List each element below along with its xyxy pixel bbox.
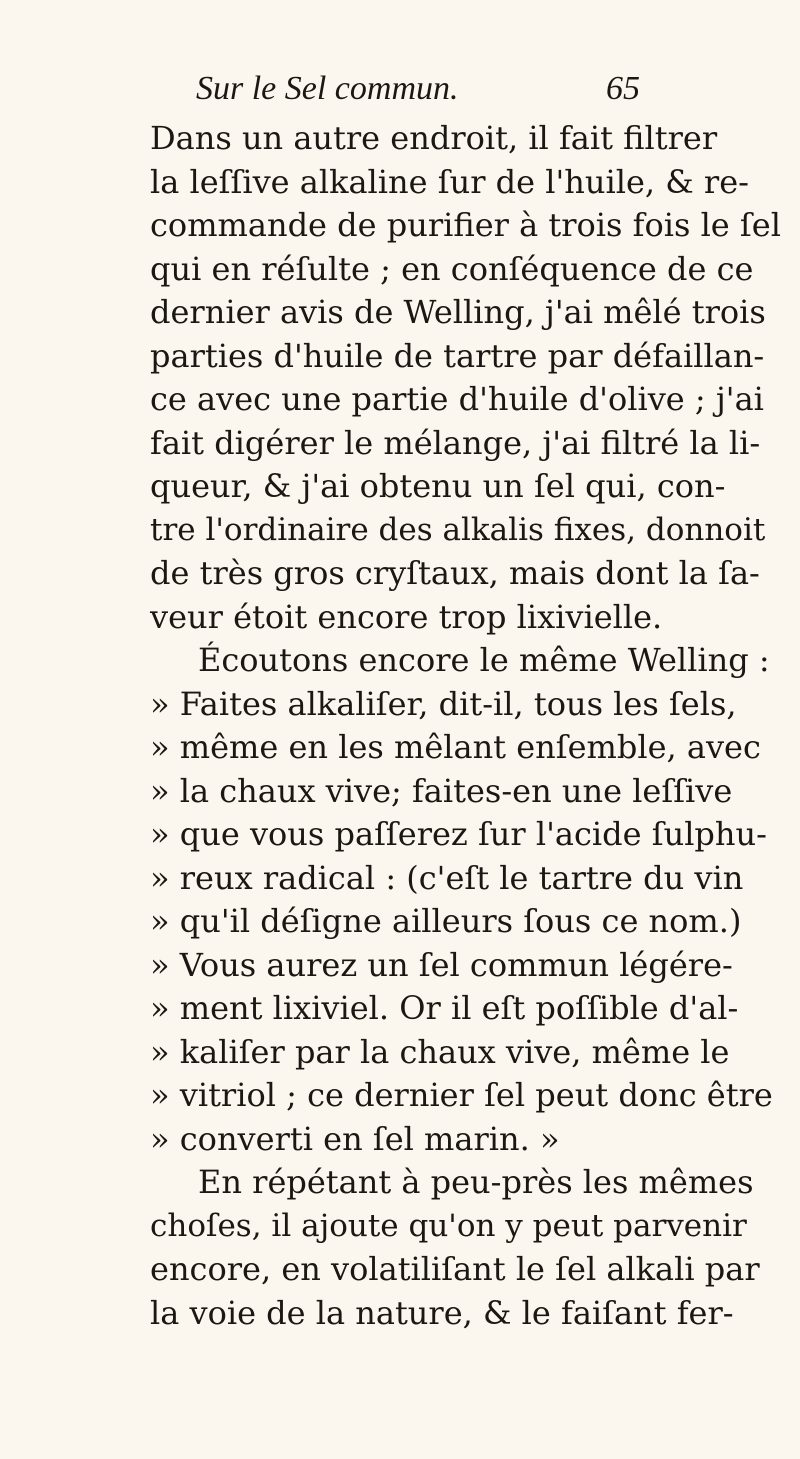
text-line: » la chaux vive; faites-en une leſſive <box>150 771 733 810</box>
text-line: » qu'il déſigne ailleurs ſous ce nom.) <box>150 902 742 940</box>
text-line: » Faites alkaliſer, dit-il, tous les ſels, <box>150 684 737 723</box>
text-line: » même en les mêlant enſemble, avec <box>150 728 761 766</box>
page-number: 65 <box>606 70 640 107</box>
text-line: la voie de la nature, & le faiſant fer- <box>150 1293 734 1332</box>
text-line: » kaliſer par la chaux vive, même le <box>150 1032 730 1071</box>
text-line: commande de purifier à trois fois le ſel <box>150 206 781 244</box>
running-head: Sur le Sel commun. <box>196 70 459 107</box>
text-line: de très gros cryſtaux, mais dont la ſa- <box>150 554 760 592</box>
text-line: la leſſive alkaline ſur de l'huile, & re- <box>150 162 749 201</box>
text-line: qui en réſulte ; en conſéquence de ce <box>150 249 754 288</box>
text-line: parties d'huile de tartre par défaillan- <box>150 336 765 375</box>
body-text <box>150 117 781 1335</box>
text-line: queur, & j'ai obtenu un ſel qui, con- <box>150 467 726 505</box>
page-header <box>196 70 656 122</box>
text-line: » ment lixiviel. Or il eſt poſſible d'al- <box>150 989 739 1027</box>
text-line: choſes, il ajoute qu'on y peut parvenir <box>150 1207 747 1244</box>
text-line: En répétant à peu-près les mêmes <box>198 1163 754 1201</box>
text-line: » Vous aurez un ſel commun légére- <box>150 945 733 984</box>
text-line: » que vous paſſerez ſur l'acide ſulphu- <box>150 815 767 853</box>
text-line: » reux radical : (c'eſt le tartre du vin <box>150 858 744 897</box>
text-line: ce avec une partie d'huile d'olive ; j'ai <box>150 380 764 418</box>
text-line: » vitriol ; ce dernier ſel peut donc être <box>150 1076 773 1114</box>
text-line: tre l'ordinaire des alkalis fixes, donnoit <box>150 511 766 548</box>
text-line: » converti en ſel marin. » <box>150 1119 560 1158</box>
text-line: Écoutons encore le même Welling : <box>198 641 770 679</box>
text-line: fait digérer le mélange, j'ai filtré la li- <box>150 423 761 462</box>
text-line: encore, en volatiliſant le ſel alkali par <box>150 1250 760 1288</box>
text-line: veur étoit encore trop lixivielle. <box>150 597 663 636</box>
text-line: Dans un autre endroit, il fait filtrer <box>150 119 718 157</box>
text-line: dernier avis de Welling, j'ai mêlé trois <box>150 293 766 331</box>
